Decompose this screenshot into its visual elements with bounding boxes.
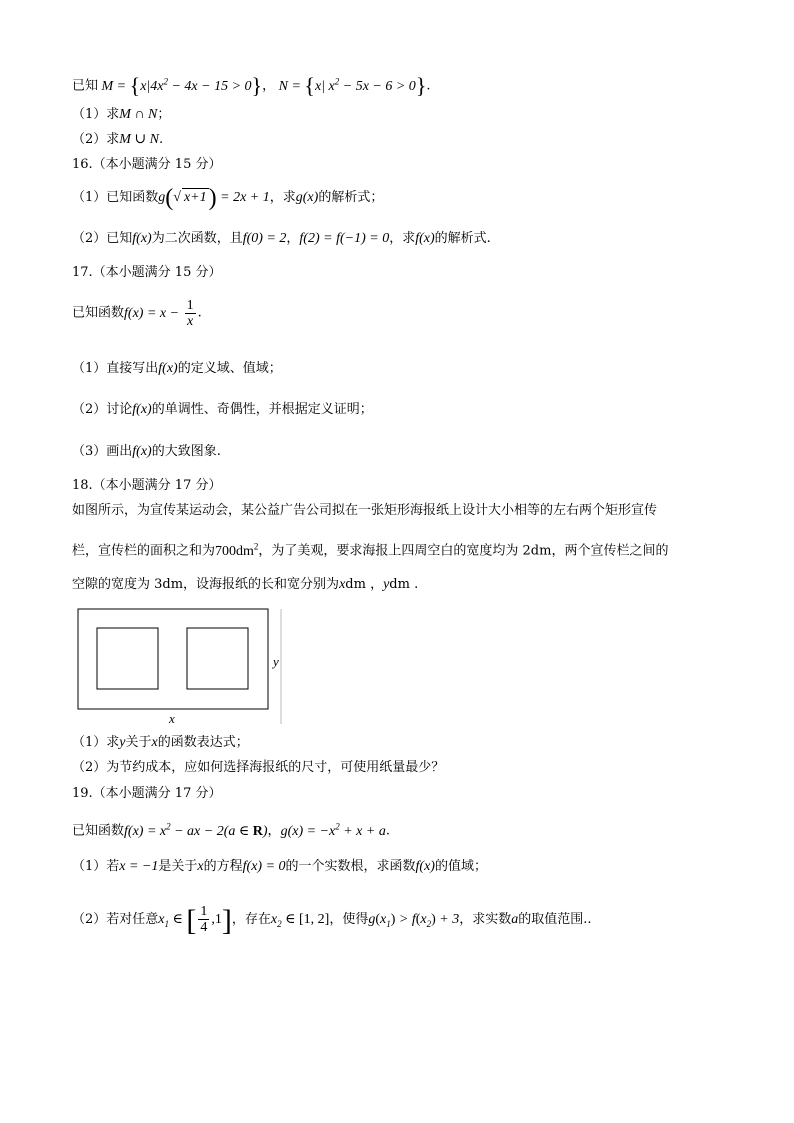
left-panel	[97, 628, 158, 689]
q18-line1: 如图所示，为宣传某运动会，某公益广告公司拟在一张矩形海报纸上设计大小相等的左右两个矩形宣传	[72, 503, 658, 518]
label-x: x	[169, 711, 175, 726]
set-M-expr: $M = \{x|4x^2 - 4x - 15 > 0\}$	[98, 72, 263, 98]
q19-part2: （2）若对任意$x_1$ ∈ [ $\frac{1}{4}$ ,1]，存在$x_2$ ∈ [1, 2]，使得$g(x_1) > f(x_2) + 3$，求实数a的取值范围..	[72, 904, 592, 937]
g-sqrt-expr: g(√ x+1) = 2x + 1	[158, 185, 270, 211]
q19-part1: （1）若x = −1是关于x的方程f(x) = 0的一个实数根，求函数f(x)的值域；	[72, 859, 487, 874]
q16-heading: 16.（本小题满分 15 分）	[72, 157, 222, 172]
q15-part2: （2）求M ∪ N.	[72, 132, 164, 147]
x1-interval: $x_1$ ∈ [ $\frac{1}{4}$ ,1]	[158, 904, 232, 937]
q19-intro: 已知函数$f(x) = x^2$ − ax − 2(a ∈ R)，$g(x) = -x^2 + x + a$.	[72, 821, 390, 839]
q17-part1: （1）直接写出f(x)的定义域、值域；	[72, 361, 282, 376]
q17-part3: （3）画出f(x)的大致图象.	[72, 444, 221, 459]
g19-expr: $g(x) = -x^2 + x + a$	[280, 821, 386, 839]
q15-intro-text: 已知	[72, 78, 99, 94]
q15-intro-line: 已知 $M = \{x|4x^2 - 4x - 15 > 0\}$， N = {x| $x^2 - 5x - 6 > 0$}.	[72, 72, 431, 98]
set-N-expr: N = {x| $x^2 - 5x - 6 > 0$}	[275, 72, 427, 98]
f19-expr: $f(x) = x^2$ − ax − 2(a ∈ R)	[124, 821, 268, 839]
inequality-expr: $g(x_1) > f(x_2) + 3$	[368, 912, 460, 929]
area-value: $700dm^2$	[215, 541, 259, 559]
poster-diagram	[72, 604, 292, 728]
q18-part2: （2）为节约成本，应如何选择海报纸的尺寸，可使用纸量最少？	[72, 760, 445, 775]
q19-heading: 19.（本小题满分 17 分）	[72, 786, 222, 801]
q18-part1: （1）求y关于x的函数表达式；	[72, 735, 249, 750]
q18-heading: 18.（本小题满分 17 分）	[72, 478, 222, 493]
q18-line2: 栏，宣传栏的面积之和为$700dm^2$，为了美观，要求海报上四周空白的宽度均为 2dm，两个宣传栏之间的	[72, 541, 669, 559]
label-y: y	[273, 654, 279, 669]
q17-part2: （2）讨论f(x)的单调性、奇偶性，并根据定义证明；	[72, 402, 373, 417]
intersection-expr: M ∩ N	[119, 107, 158, 122]
q15-part1: （1）求M ∩ N；	[72, 107, 171, 122]
f-expr: f(x) = x − $\frac{1}{x}$	[124, 298, 194, 329]
union-expr: M ∪ N	[119, 132, 160, 147]
q16-part2: （2）已知f(x)为二次函数，且f(0) = 2，f(2) = f(−1) = 0，求f(x)的解析式.	[72, 231, 491, 246]
q16-part1: （1）已知函数g(√ x+1) = 2x + 1，求g(x)的解析式；	[72, 185, 384, 211]
x2-interval: $x_2$ ∈ [1, 2]	[270, 912, 330, 929]
q17-heading: 17.（本小题满分 15 分）	[72, 265, 222, 280]
q17-intro: 已知函数f(x) = x − $\frac{1}{x}$ .	[72, 298, 202, 329]
q18-line3: 空隙的宽度为 3dm，设海报纸的长和宽分别为xdm ，ydm .	[72, 577, 419, 592]
right-panel	[187, 628, 248, 689]
poster-outline	[78, 609, 268, 709]
